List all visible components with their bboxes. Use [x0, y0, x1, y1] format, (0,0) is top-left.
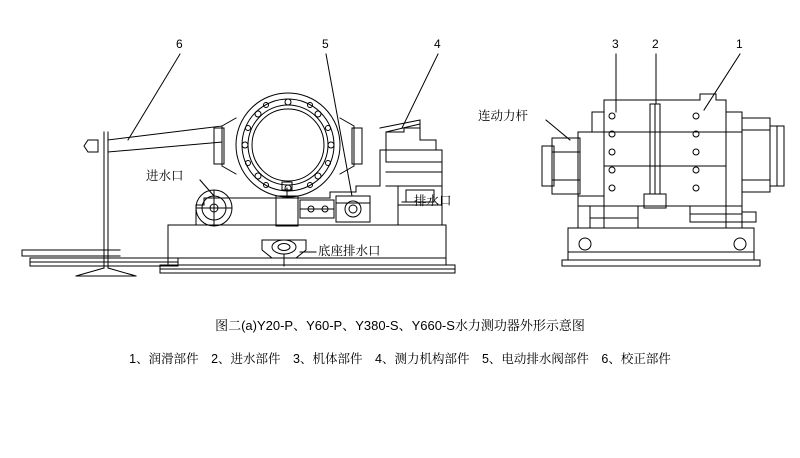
- calibration-weight-hook: [84, 140, 98, 152]
- leader-1: [704, 54, 740, 110]
- figure-caption-main: 图二(a)Y20-P、Y60-P、Y380-S、Y660-S水力测功器外形示意图: [215, 318, 585, 333]
- annotation-outlet: 排水口: [414, 194, 452, 208]
- leader-inlet: [200, 180, 214, 196]
- callout-5: 5: [322, 37, 329, 51]
- base-frame: [168, 225, 446, 265]
- leader-6: [128, 54, 180, 140]
- annotation-base-drain: 底座排水口: [318, 244, 381, 258]
- callout-2: 2: [652, 37, 659, 51]
- leader-coupling: [546, 120, 570, 140]
- machine-body-outline: [196, 128, 442, 225]
- valve-body: [276, 196, 298, 226]
- drain-valve-block: [336, 196, 370, 222]
- callout-1: 1: [736, 37, 743, 51]
- callout-3: 3: [612, 37, 619, 51]
- figure-caption-parts: 1、润滑部件 2、进水部件 3、机体部件 4、测力机构部件 5、电动排水阀部件 6、校正部件: [129, 352, 671, 366]
- top-bracket: [380, 120, 420, 128]
- bearing-cover: [552, 138, 580, 194]
- right-base-frame: [568, 228, 754, 260]
- leader-4: [402, 54, 438, 128]
- annotation-coupling-lever: 连动力杆: [478, 109, 529, 123]
- right-flange-block: [742, 118, 770, 192]
- annotation-inlet: 进水口: [146, 169, 184, 183]
- callout-4: 4: [434, 37, 441, 51]
- callout-6: 6: [176, 37, 183, 51]
